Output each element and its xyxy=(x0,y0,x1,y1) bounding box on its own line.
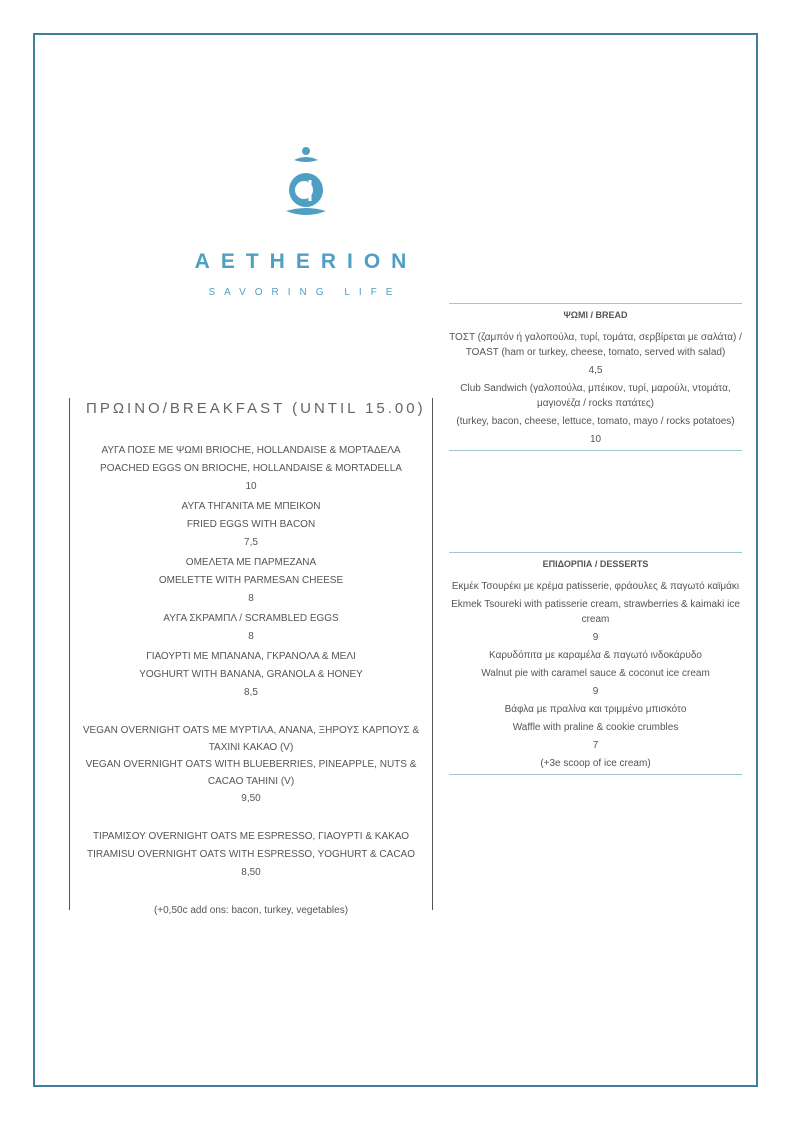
menu-item: ΤΟΣΤ (ζαμπόν ή γαλοπούλα, τυρί, τομάτα, σερβίρεται με σαλάτα) / TOAST (ham or turkey, cheese, tomato, served with salad) xyxy=(449,332,742,358)
spacer xyxy=(76,810,426,828)
menu-item-price: 7,5 xyxy=(244,537,258,548)
menu-item-price: 10 xyxy=(245,481,257,492)
menu-item-line: TIRAMISU OVERNIGHT OATS WITH ESPRESSO, YOGHURT & CACAO xyxy=(86,849,415,860)
spacer xyxy=(76,704,426,722)
menu-item-price: 8,50 xyxy=(241,867,261,878)
menu-item-price: 8 xyxy=(248,631,254,642)
menu-item: Ekmek Tsoureki with patisserie cream, strawberries & kaimaki ice cream xyxy=(451,599,740,625)
menu-item-price: 9 xyxy=(592,686,599,697)
spacer xyxy=(76,884,426,902)
menu-item-line: OMELETTE WITH PARMESAN CHEESE xyxy=(158,575,344,586)
menu-item-price: 9 xyxy=(592,632,599,643)
logo-icon xyxy=(280,145,332,225)
bread-section xyxy=(449,303,742,451)
menu-item: Walnut pie with caramel sauce & coconut ice cream xyxy=(481,668,710,679)
menu-item-line: POACHED EGGS ON BRIOCHE, HOLLANDAISE & MORTADELLA xyxy=(100,463,402,474)
menu-item-line: YOGHURT WITH BANANA, GRANOLA & HONEY xyxy=(139,669,363,680)
menu-item-line: VEGAN OVERNIGHT OATS WITH BLUEBERRIES, PINEAPPLE, NUTS & CACAO TAHINI (V) xyxy=(85,759,417,787)
breakfast-section xyxy=(69,398,433,916)
menu-item: (turkey, bacon, cheese, lettuce, tomato, mayo / rocks potatoes) xyxy=(456,416,735,427)
menu-item-price: 7 xyxy=(592,740,599,751)
menu-item-line: ΑΥΓΑ ΠΟΣΕ ΜΕ ΨΩΜΙ BRIOCHE, HOLLANDAISE & ΜΟΡΤΑΔΕΛΑ xyxy=(101,445,401,456)
menu-item-line: ΑΥΓΑ ΣΚΡΑΜΠΛ / SCRAMBLED EGGS xyxy=(163,613,339,624)
menu-item: Εκμέκ Τσουρέκι με κρέμα patisserie, φράουλες & παγωτό καϊμάκι xyxy=(451,581,740,592)
menu-item-line: ΑΥΓΑ ΤΗΓΑΝΙΤΑ ΜΕ ΜΠΕΙΚΟΝ xyxy=(181,501,321,512)
menu-item-line: FRIED EGGS WITH BACON xyxy=(186,519,316,530)
brand-tagline: SAVORING LIFE xyxy=(208,287,402,298)
breakfast-title: ΠΡΩΙΝΟ/BREAKFAST (UNTIL 15.00) xyxy=(86,400,426,417)
menu-item: Club Sandwich (γαλοπούλα, μπέικον, τυρί, μαρούλι, ντομάτα, μαγιονέζα / rocks πατάτες) xyxy=(460,383,731,409)
desserts-title: ΕΠΙΔΟΡΠΙΑ / DESSERTS xyxy=(542,559,649,569)
brand-name: AETHERION xyxy=(194,250,418,273)
menu-item-line: ΓΙΑΟΥΡΤΙ ΜΕ ΜΠΑΝΑΝΑ, ΓΚΡΑΝΟΛΑ & ΜΕΛΙ xyxy=(146,651,356,662)
menu-item-price: 9,50 xyxy=(241,793,261,804)
menu-item-price: 10 xyxy=(589,434,602,445)
menu-item-line: ΤΙΡΑΜΙΣΟΥ OVERNIGHT OATS ΜΕ ESPRESSO, ΓΙΑΟΥΡΤΙ & ΚΑΚΑΟ xyxy=(92,831,410,842)
menu-item-line: ΟΜΕΛΕΤΑ ΜΕ ΠΑΡΜΕΖΑΝΑ xyxy=(185,557,317,568)
menu-item: Waffle with praline & cookie crumbles xyxy=(512,722,679,733)
menu-item: Καρυδόπιτα με καραμέλα & παγωτό ινδοκάρυδο xyxy=(489,650,702,661)
menu-item: Βάφλα με πραλίνα και τριμμένο μπισκότο xyxy=(504,704,687,715)
addons-note: (+0,50c add ons: bacon, turkey, vegetables) xyxy=(153,905,349,916)
menu-item-price: 4,5 xyxy=(588,365,603,376)
menu-item-price: 8 xyxy=(248,593,254,604)
breakfast-list xyxy=(76,442,426,920)
menu-item-price: 8,5 xyxy=(244,687,258,698)
bread-title: ΨΩΜΙ / BREAD xyxy=(563,310,628,320)
ice-cream-note: (+3e scoop of ice cream) xyxy=(540,758,651,769)
desserts-section xyxy=(449,552,742,775)
menu-item-line: VEGAN OVERNIGHT OATS ΜΕ ΜΥΡΤΙΛΑ, ΑΝΑΝΑ, ΞΗΡΟΥΣ ΚΑΡΠΟΥΣ & ΤΑΧΙΝΙ ΚΑΚΑΟ (V) xyxy=(82,725,420,753)
